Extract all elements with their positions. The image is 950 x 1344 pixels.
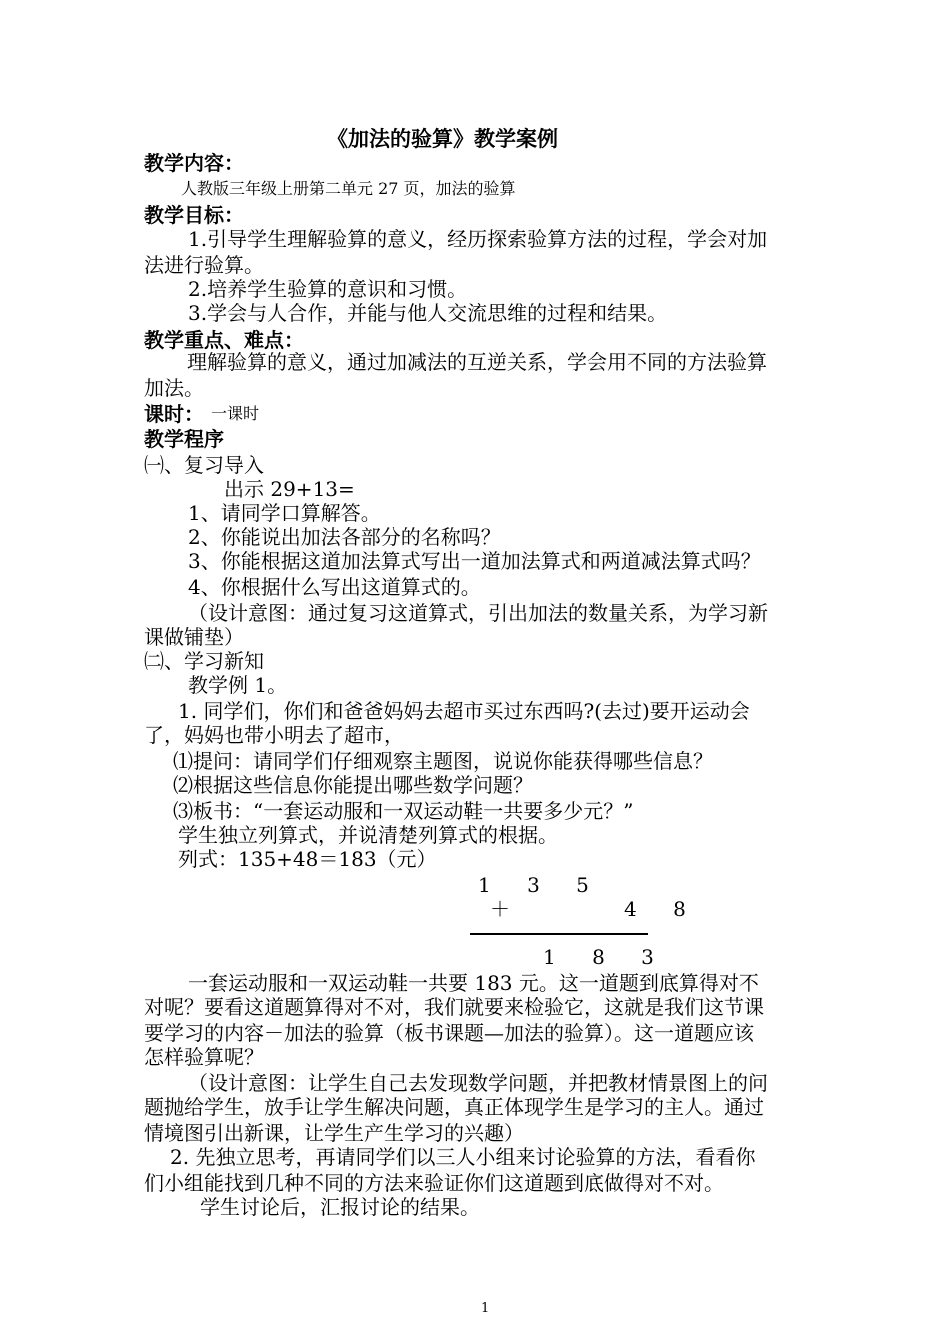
period-text: 一课时 bbox=[211, 404, 260, 423]
part2-note-line-3: 情境图引出新课，让学生产生学习的兴趣） bbox=[144, 1121, 524, 1145]
period-heading: 课时： bbox=[144, 402, 204, 426]
part2-para-line-4: 怎样验算呢？ bbox=[144, 1045, 264, 1069]
part2-example: 教学例 1。 bbox=[188, 673, 288, 697]
part1-heading: ㈠、复习导入 bbox=[144, 453, 264, 477]
part2-item1-line-2: 了，妈妈也带小明去了超市， bbox=[144, 723, 404, 747]
vertical-sum-line bbox=[470, 933, 648, 935]
part1-note-line-2: 课做铺垫） bbox=[144, 625, 244, 649]
part2-para-line-3: 要学习的内容－加法的验算（板书课题—加法的验算）。这一道题应该 bbox=[144, 1021, 754, 1045]
vertical-addend-2: 4 8 bbox=[624, 897, 686, 921]
goal-line-2: 法进行验算。 bbox=[144, 253, 264, 277]
document-title: 《加法的验算》教学案例 bbox=[327, 126, 558, 151]
part2-sub-1: ⑴提问：请同学们仔细观察主题图，说说你能获得哪些信息？ bbox=[173, 749, 713, 773]
keypoints-heading: 教学重点、难点： bbox=[144, 328, 304, 352]
part2-heading: ㈡、学习新知 bbox=[144, 649, 264, 673]
procedure-heading: 教学程序 bbox=[144, 427, 224, 451]
part1-question-1: 1、请同学口算解答。 bbox=[188, 501, 381, 525]
part2-formula: 列式：135+48＝183（元） bbox=[178, 847, 437, 871]
vertical-addend-1: 1 3 5 bbox=[478, 873, 589, 897]
part2-note-line-2: 题抛给学生，放手让学生解决问题，真正体现学生是学习的主人。通过 bbox=[144, 1095, 764, 1119]
goal-line-3: 2.培养学生验算的意识和习惯。 bbox=[188, 277, 468, 301]
vertical-result: 1 8 3 bbox=[543, 945, 654, 969]
goal-line-4: 3.学会与人合作，并能与他人交流思维的过程和结果。 bbox=[188, 301, 668, 325]
goals-heading: 教学目标： bbox=[144, 203, 244, 227]
part2-para-line-2: 对呢？要看这道题算得对不对，我们就要来检验它，这就是我们这节课 bbox=[144, 995, 764, 1019]
part2-item2-line-1: 2. 先独立思考，再请同学们以三人小组来讨论验算的方法，看看你 bbox=[170, 1145, 756, 1169]
keypoints-line-2: 加法。 bbox=[144, 376, 204, 400]
part2-sub-3: ⑶板书：“一套运动服和一双运动鞋一共要多少元？” bbox=[173, 799, 634, 823]
part2-item2-line-2: 们小组能找到几种不同的方法来验证你们这道题到底做得对不对。 bbox=[144, 1171, 724, 1195]
vertical-plus-sign: ＋ bbox=[490, 897, 510, 921]
part2-independent: 学生独立列算式，并说清楚列算式的根据。 bbox=[178, 823, 558, 847]
part1-question-2: 2、你能说出加法各部分的名称吗？ bbox=[188, 525, 501, 549]
part2-note-line-1: （设计意图：让学生自己去发现数学问题，并把教材情景图上的问 bbox=[188, 1071, 768, 1095]
content-text: 人教版三年级上册第二单元 27 页，加法的验算 bbox=[181, 179, 516, 198]
part2-item1-line-1: 1. 同学们，你们和爸爸妈妈去超市买过东西吗?(去过)要开运动会 bbox=[178, 699, 750, 723]
part1-question-4: 4、你根据什么写出这道算式的。 bbox=[188, 575, 481, 599]
part1-note-line-1: （设计意图：通过复习这道算式，引出加法的数量关系，为学习新 bbox=[188, 601, 768, 625]
part2-para-line-1: 一套运动服和一双运动鞋一共要 183 元。这一道题到底算得对不 bbox=[188, 971, 759, 995]
content-heading: 教学内容： bbox=[144, 151, 244, 175]
page-number: 1 bbox=[481, 1301, 490, 1316]
part2-sub-2: ⑵根据这些信息你能提出哪些数学问题？ bbox=[173, 773, 533, 797]
part1-question-3: 3、你能根据这道加法算式写出一道加法算式和两道减法算式吗？ bbox=[188, 549, 761, 573]
part1-show: 出示 29+13= bbox=[224, 477, 355, 501]
part2-report: 学生讨论后，汇报讨论的结果。 bbox=[200, 1195, 480, 1219]
keypoints-line-1: 理解验算的意义，通过加减法的互逆关系，学会用不同的方法验算 bbox=[187, 350, 767, 374]
goal-line-1: 1.引导学生理解验算的意义，经历探索验算方法的过程，学会对加 bbox=[188, 227, 768, 251]
